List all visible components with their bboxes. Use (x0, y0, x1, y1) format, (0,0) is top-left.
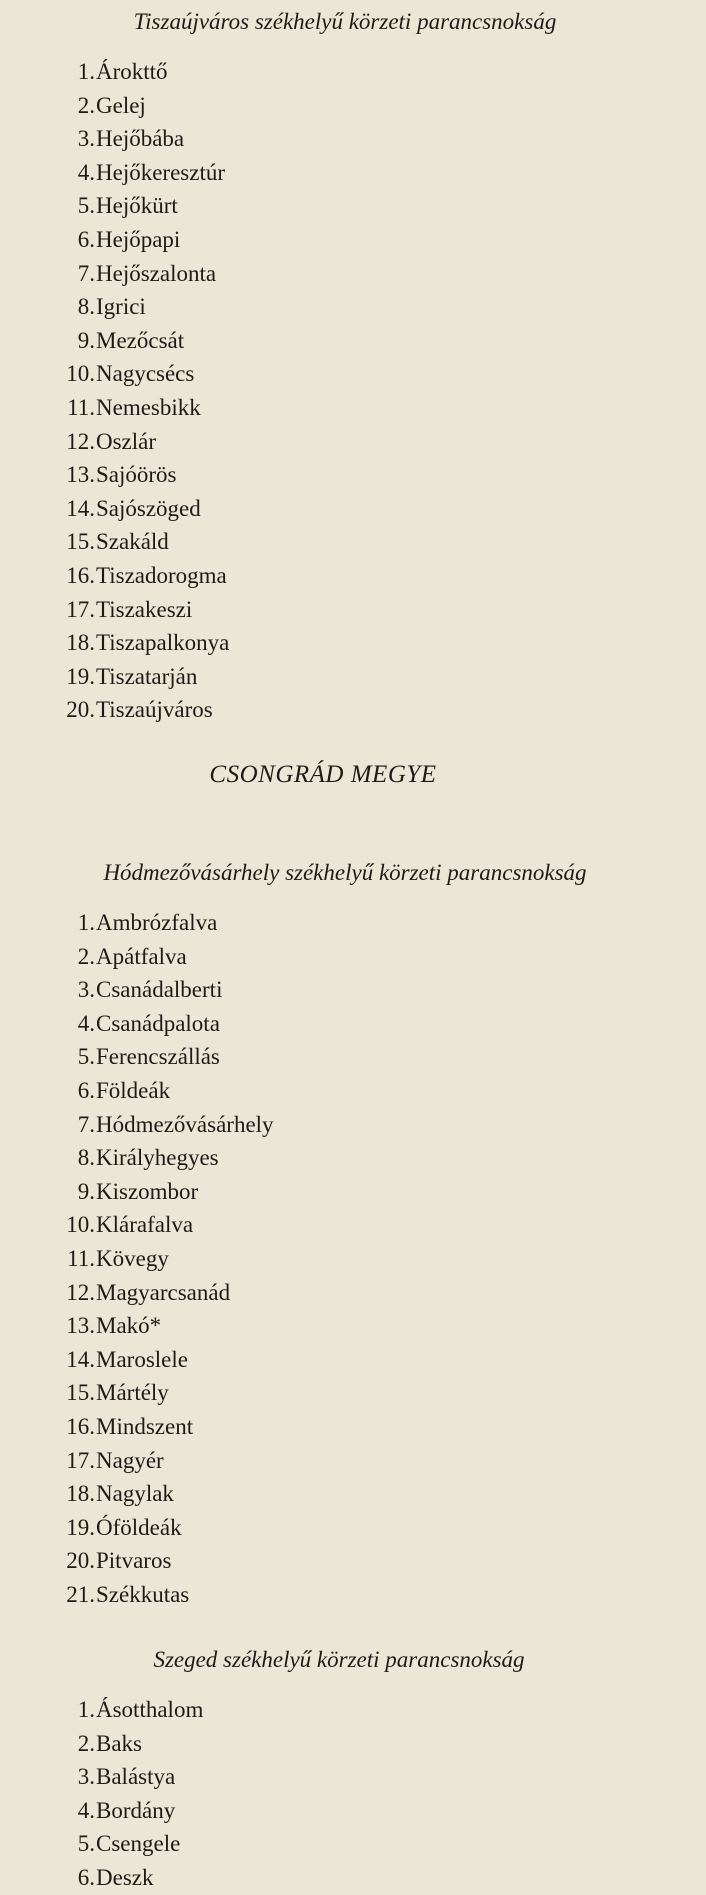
item-number: 5. (77, 1044, 95, 1070)
list-item (0, 1760, 706, 1794)
item-number: 1. (77, 910, 95, 935)
place-name: Bordány (96, 1797, 176, 1823)
place-name: Mártély (96, 1380, 169, 1406)
item-number: 16. (66, 562, 95, 588)
item-number: 18. (66, 630, 95, 656)
item-number: 6. (77, 226, 95, 252)
item-number: 4. (77, 159, 95, 185)
item-number: 9. (77, 1178, 95, 1204)
list-item (0, 324, 706, 358)
place-name: Székkutas (96, 1581, 190, 1607)
item-number: 3. (77, 126, 95, 152)
list-item (0, 1693, 706, 1727)
place-name: Tiszaújváros (96, 697, 213, 723)
list-item (0, 1007, 706, 1041)
list-item (0, 626, 706, 660)
list-item (0, 525, 706, 559)
place-name: Nagylak (96, 1481, 174, 1507)
place-name: Igrici (96, 294, 146, 320)
item-number: 1. (77, 1697, 95, 1722)
item-number: 5. (77, 1831, 95, 1857)
place-name: Hejőkeresztúr (96, 159, 225, 185)
list-item (0, 660, 706, 694)
list-item (0, 122, 706, 156)
list-item (0, 425, 706, 459)
list-item (0, 1309, 706, 1343)
place-name: Csanádalberti (96, 977, 223, 1003)
list-item (0, 1827, 706, 1861)
list-item (0, 1727, 706, 1761)
item-number: 4. (77, 1797, 95, 1823)
list-item (0, 290, 706, 324)
item-number: 7. (77, 1111, 95, 1137)
list-item (0, 89, 706, 123)
place-name: Tiszadorogma (96, 562, 227, 588)
item-number: 2. (77, 92, 95, 118)
list-item (0, 1410, 706, 1444)
place-name: Hejőszalonta (96, 260, 217, 286)
place-name: Kövegy (96, 1245, 169, 1271)
list-item (0, 1276, 706, 1310)
place-list-szeged (0, 1693, 706, 1895)
place-name: Baks (96, 1730, 142, 1756)
place-name: Apátfalva (96, 943, 187, 969)
item-number: 13. (66, 1313, 95, 1339)
list-item (0, 1175, 706, 1209)
item-number: 16. (66, 1413, 95, 1439)
item-number: 11. (67, 1245, 95, 1271)
place-name: Hódmezővásárhely (96, 1111, 274, 1137)
place-name: Hejőbába (96, 126, 185, 152)
item-number: 12. (66, 428, 95, 454)
list-item (0, 693, 706, 727)
place-name: Tiszatarján (96, 663, 198, 689)
item-number: 15. (66, 529, 95, 555)
place-name: Hejőpapi (96, 226, 181, 252)
place-name: Nagycsécs (96, 361, 195, 387)
place-name: Tiszapalkonya (96, 630, 230, 656)
place-name: Ambrózfalva (96, 910, 218, 935)
item-number: 18. (66, 1481, 95, 1507)
list-item (0, 1108, 706, 1142)
item-number: 12. (66, 1279, 95, 1305)
list-item (0, 973, 706, 1007)
place-name: Pitvaros (96, 1548, 172, 1574)
item-number: 1. (77, 59, 95, 84)
list-item (0, 189, 706, 223)
place-name: Nemesbikk (96, 394, 201, 420)
list-item (0, 55, 706, 89)
list-item (0, 1861, 706, 1895)
place-name: Deszk (96, 1864, 154, 1890)
list-item (0, 1578, 706, 1612)
list-item (0, 1040, 706, 1074)
item-number: 19. (66, 1514, 95, 1540)
list-item (0, 906, 706, 940)
place-name: Gelej (96, 92, 146, 118)
item-number: 20. (66, 697, 95, 723)
place-list-tiszaujvaros (0, 55, 706, 727)
item-number: 8. (77, 1145, 95, 1171)
list-item (0, 1208, 706, 1242)
item-number: 4. (77, 1010, 95, 1036)
place-name: Sajószöged (96, 495, 201, 521)
list-item (0, 1242, 706, 1276)
place-name: Királyhegyes (96, 1145, 219, 1171)
place-name: Ásotthalom (96, 1697, 204, 1722)
list-item (0, 940, 706, 974)
item-number: 3. (77, 977, 95, 1003)
place-name: Szakáld (96, 529, 169, 555)
place-name: Maroslele (96, 1346, 188, 1372)
place-name: Csengele (96, 1831, 181, 1857)
place-name: Balástya (96, 1764, 176, 1790)
list-item (0, 257, 706, 291)
list-item (0, 492, 706, 526)
place-name: Nagyér (96, 1447, 164, 1473)
list-item (0, 1376, 706, 1410)
place-name: Oszlár (96, 428, 157, 454)
list-item (0, 357, 706, 391)
item-number: 19. (66, 663, 95, 689)
list-item (0, 1343, 706, 1377)
place-name: Óföldeák (96, 1514, 182, 1540)
county-heading-csongrad: CSONGRÁD MEGYE (209, 761, 437, 788)
item-number: 2. (77, 943, 95, 969)
item-number: 8. (77, 294, 95, 320)
list-item (0, 1141, 706, 1175)
item-number: 17. (66, 1447, 95, 1473)
list-item (0, 223, 706, 257)
item-number: 5. (77, 193, 95, 219)
item-number: 7. (77, 260, 95, 286)
place-name: Makó* (96, 1313, 162, 1339)
list-item (0, 1511, 706, 1545)
item-number: 10. (66, 361, 95, 387)
item-number: 21. (66, 1581, 95, 1607)
place-name: Kiszombor (96, 1178, 199, 1204)
place-name: Hejőkürt (96, 193, 178, 219)
item-number: 11. (67, 394, 95, 420)
item-number: 14. (66, 495, 95, 521)
list-item (0, 593, 706, 627)
item-number: 20. (66, 1548, 95, 1574)
place-name: Árokttő (96, 59, 168, 84)
list-item (0, 1544, 706, 1578)
place-name: Tiszakeszi (96, 596, 193, 622)
item-number: 9. (77, 327, 95, 353)
item-number: 6. (77, 1077, 95, 1103)
item-number: 6. (77, 1864, 95, 1890)
place-name: Földeák (96, 1077, 171, 1103)
item-number: 17. (66, 596, 95, 622)
place-name: Mindszent (96, 1413, 194, 1439)
place-list-hodmezovasarhely (0, 906, 706, 1611)
list-item (0, 1477, 706, 1511)
place-name: Klárafalva (96, 1212, 194, 1238)
item-number: 3. (77, 1764, 95, 1790)
item-number: 14. (66, 1346, 95, 1372)
place-name: Ferencszállás (96, 1044, 220, 1070)
list-item (0, 156, 706, 190)
list-item (0, 391, 706, 425)
list-item (0, 1444, 706, 1478)
item-number: 10. (66, 1212, 95, 1238)
place-name: Csanádpalota (96, 1010, 220, 1036)
list-item (0, 1074, 706, 1108)
item-number: 15. (66, 1380, 95, 1406)
list-item (0, 1794, 706, 1828)
item-number: 13. (66, 462, 95, 488)
place-name: Magyarcsanád (96, 1279, 231, 1305)
list-item (0, 559, 706, 593)
section-heading-szeged: Szeged székhelyű körzeti parancsnokság (153, 1647, 525, 1672)
place-name: Mezőcsát (96, 327, 185, 353)
section-heading-tiszaujvaros: Tiszaújváros székhelyű körzeti parancsnokság (133, 9, 557, 34)
place-name: Sajóörös (96, 462, 177, 488)
item-number: 2. (77, 1730, 95, 1756)
section-heading-hodmezovasarhely: Hódmezővásárhely székhelyű körzeti parancsnokság (103, 860, 587, 885)
list-item (0, 458, 706, 492)
